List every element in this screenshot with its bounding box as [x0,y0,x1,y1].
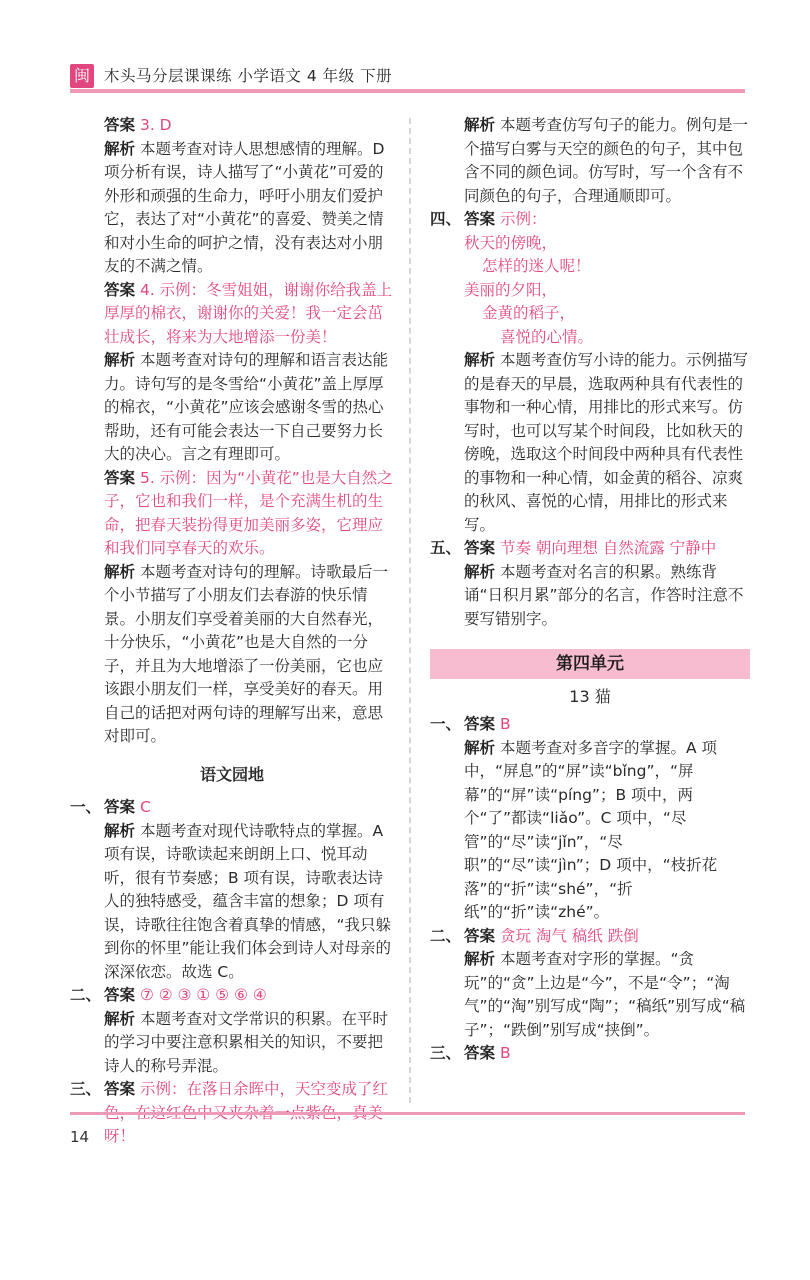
right-column [430,114,750,1066]
q2-explanation: 解析 本题考查对文学常识的积累。在平时的学习中要注意积累相关的知识，不要把诗人的称号弄混。 [104,1009,388,1075]
q3-explanation: 解析 本题考查仿写句子的能力。例句是一个描写白雾与天空的颜色的句子，其中包含不同的颜色词。仿写时，写一个含有不同颜色的句子，合理通顺即可。 [464,116,748,205]
column-divider [409,118,411,1103]
answer-4: 答案 4. 示例：冬雪姐姐，谢谢你给我盖上厚厚的棉衣，谢谢你的关爱！我一定会茁壮成长，将来为大地增添一份美！ [104,280,393,346]
lesson-title: 13 猫 [569,687,611,706]
poem-line: 喜悦的心情。 [500,327,594,346]
page-header [0,0,810,100]
poem-line: 金黄的稻子， [482,304,576,322]
explanation-4: 解析 本题考查对诗句的理解和语言表达能力。诗句写的是冬雪给“小黄花”盖上厚厚的棉衣，“小黄花”应该会感谢冬雪的热心帮助，还有可能会表达一下自己要努力长大的决心。言之有理即可。 [104,351,388,463]
q4-explanation: 解析 本题考查仿写小诗的能力。示例描写的是春天的早晨，选取两种具有代表性的事物和一种心情，用排比的形式来写。仿写时，也可以写某个时间段，比如秋天的傍晚，选取这个时间段中两种具有代表性的事物和一种心情，如金黄的稻谷、凉爽的秋风、喜悦的心情，用排比的形式来写。 [464,351,748,534]
publisher-logo-icon: 闽 [70,64,94,88]
header-rule [70,89,745,93]
sample-poem [464,232,750,350]
u3-answer: 三、 答案 B [430,1044,511,1062]
explanation-5: 解析 本题考查对诗句的理解。诗歌最后一个小节描写了小朋友们去春游的快乐情景。小朋友们享受着美丽的大自然春光，十分快乐，“小黄花”也是大自然的一分子，并且为大地增添了一份美丽，它也应该跟小朋友们一样，享受美好的春天。用自己的话把对两句诗的理解写出来，意思对即可。 [104,562,388,745]
section-title: 语文园地 [199,764,264,784]
q2-answer: 二、 答案 ⑦ ② ③ ① ⑤ ⑥ ④ [70,986,267,1004]
q5-answer: 五、 答案 节奏 朝向理想 自然流露 宁静中 [430,539,717,557]
u2-answer: 二、 答案 贪玩 淘气 稿纸 跌倒 [430,926,639,945]
poem-line: 秋天的傍晚， [464,233,558,252]
answer-5: 答案 5. 示例：因为“小黄花”也是大自然之子，它也和我们一样，是个充满生机的生命，把春天装扮得更加美丽多姿，它理应和我们同享春天的欢乐。 [104,468,393,557]
poem-line: 怎样的迷人呢！ [482,257,591,275]
page-number: 14 [70,1128,90,1146]
answer-3: 答案 3. D [104,116,172,134]
explanation-3: 解析 本题考查对诗人思想感情的理解。D 项分析有误，诗人描写了“小黄花”可爱的外形和顽强的生命力，呼吁小朋友们爱护它，表达了对“小黄花”的喜爱、赞美之情和对小生命的呵护之情，没有表达对小朋友的不满之情。 [104,139,385,275]
book-title: 木头马分层课课练 小学语文 4 年级 下册 [104,67,393,85]
u1-answer: 一、 答案 B [430,715,511,733]
q1-answer: 一、 答案 C [70,798,151,816]
q4-answer: 四、 答案 示例： 秋天的傍晚， 怎样的迷人呢！ 美丽的夕阳， 金黄的稻子， 喜悦的心情。 [430,208,750,349]
unit-title: 第四单元 [430,649,750,679]
poem-line: 美丽的夕阳， [464,280,558,299]
q5-explanation: 解析 本题考查对名言的积累。熟练背诵“日积月累”部分的名言，作答时注意不要写错别字。 [464,562,744,628]
u2-explanation: 解析 本题考查对字形的掌握。“贪玩”的“贪”上边是“今”，不是“令”；“淘气”的“淘”别写成“陶”；“稿纸”别写成“稿子”；“跌倒”别写成“挟倒”。 [464,950,746,1039]
q1-explanation: 解析 本题考查对现代诗歌特点的掌握。A 项有误，诗歌读起来朗朗上口、悦耳动听，很有节奏感；B 项有误，诗歌表达诗人的独特感受，蕴含丰富的想象；D 项有误，诗歌往往饱含着真挚的情感，“我只躲到你的怀里”能让我们体会到诗人对母亲的深深依恋。故选 C。 [104,821,392,981]
left-column [70,114,394,1149]
q3-answer: 三、 答案 示例：在落日余晖中，天空变成了红 呀！ [70,1080,388,1145]
footer-rule [70,1112,745,1115]
u1-explanation: 解析 本题考查对多音字的掌握。A 项中，“屏息”的“屏”读“bǐng”，“屏幕”的“屏”读“píng”；B 项中，两个“了”都读“liǎo”。C 项中，“尽管”的“尽”读“jǐn”，“尽职”的“尽”读“jìn”；D 项中，“枝折花落”的“折”读“shé”，“折纸”的“折”读“zhé”。 [464,738,718,921]
